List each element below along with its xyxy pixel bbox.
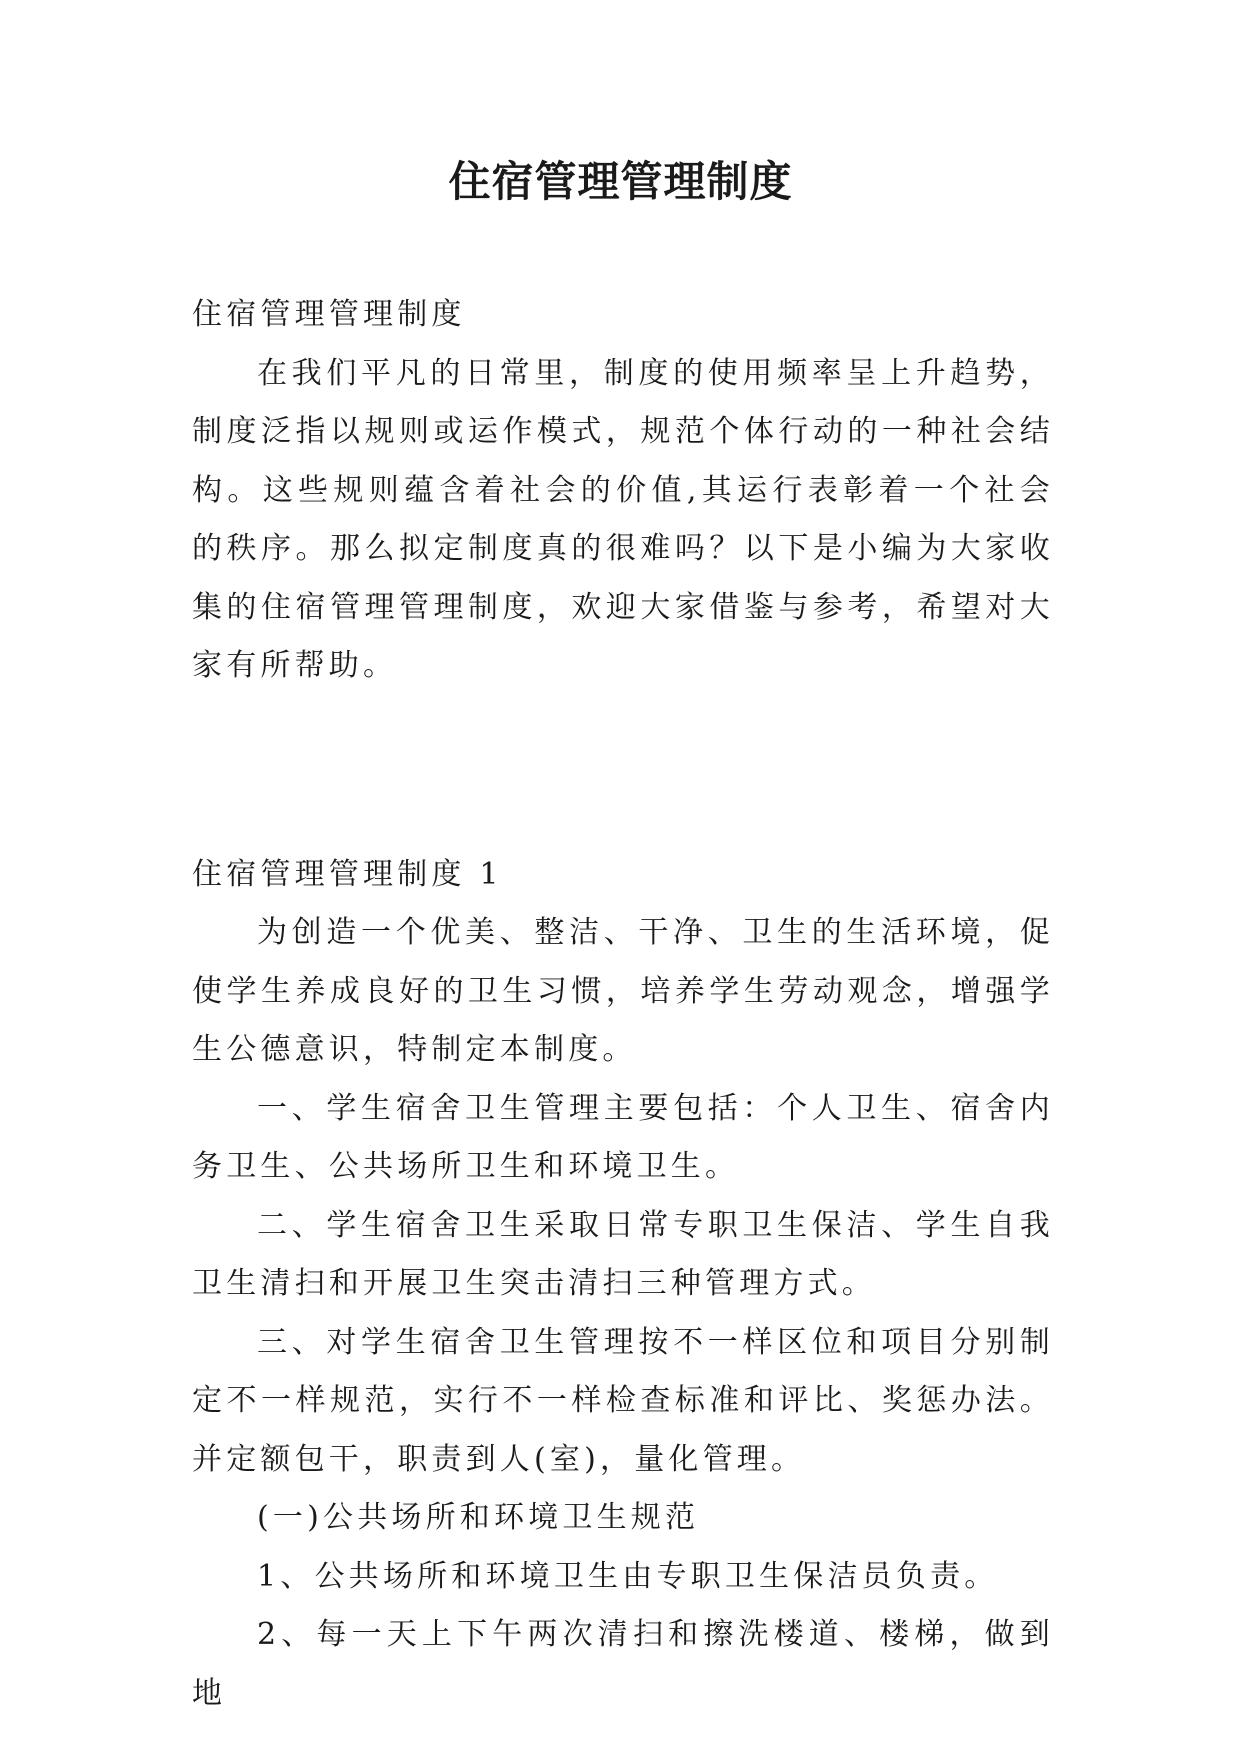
document-body [192, 286, 1054, 1723]
section-spacer [192, 696, 1054, 846]
body-paragraph: 一、学生宿舍卫生管理主要包括：个人卫生、宿舍内务卫生、公共场所卫生和环境卫生。 [192, 1090, 1054, 1184]
body-paragraph: 为创造一个优美、整洁、干净、卫生的生活环境，促使学生养成良好的卫生习惯，培养学生劳动观念，增强学生公德意识，特制定本制度。 [192, 915, 1054, 1067]
document-title: 住宿管理管理制度 [448, 157, 793, 206]
body-paragraph: 二、学生宿舍卫生采取日常专职卫生保洁、学生自我卫生清扫和开展卫生突击清扫三种管理方式。 [192, 1207, 1054, 1301]
list-item: 1、公共场所和环境卫生由专职卫生保洁员负责。 [257, 1558, 999, 1594]
body-paragraph: 三、对学生宿舍卫生管理按不一样区位和项目分别制定不一样规范，实行不一样检查标准和评比、奖惩办法。并定额包干，职责到人(室)，量化管理。 [192, 1324, 1054, 1477]
document-subtitle: 住宿管理管理制度 [192, 297, 466, 332]
section-heading: 住宿管理管理制度 1 [192, 856, 503, 892]
list-item: 2、每一天上下午两次清扫和擦洗楼道、楼梯，做到地 [192, 1617, 1054, 1711]
intro-paragraph: 在我们平凡的日常里，制度的使用频率呈上升趋势，制度泛指以规则或运作模式，规范个体行动的一种社会结构。这些规则蕴含着社会的价值,其运行表彰着一个社会的秩序。那么拟定制度真的很难吗？以下是小编为大家收集的住宿管理管理制度，欢迎大家借鉴与参考，希望对大家有所帮助。 [192, 355, 1054, 683]
subsection-heading: (一)公共场所和环境卫生规范 [257, 1500, 700, 1535]
